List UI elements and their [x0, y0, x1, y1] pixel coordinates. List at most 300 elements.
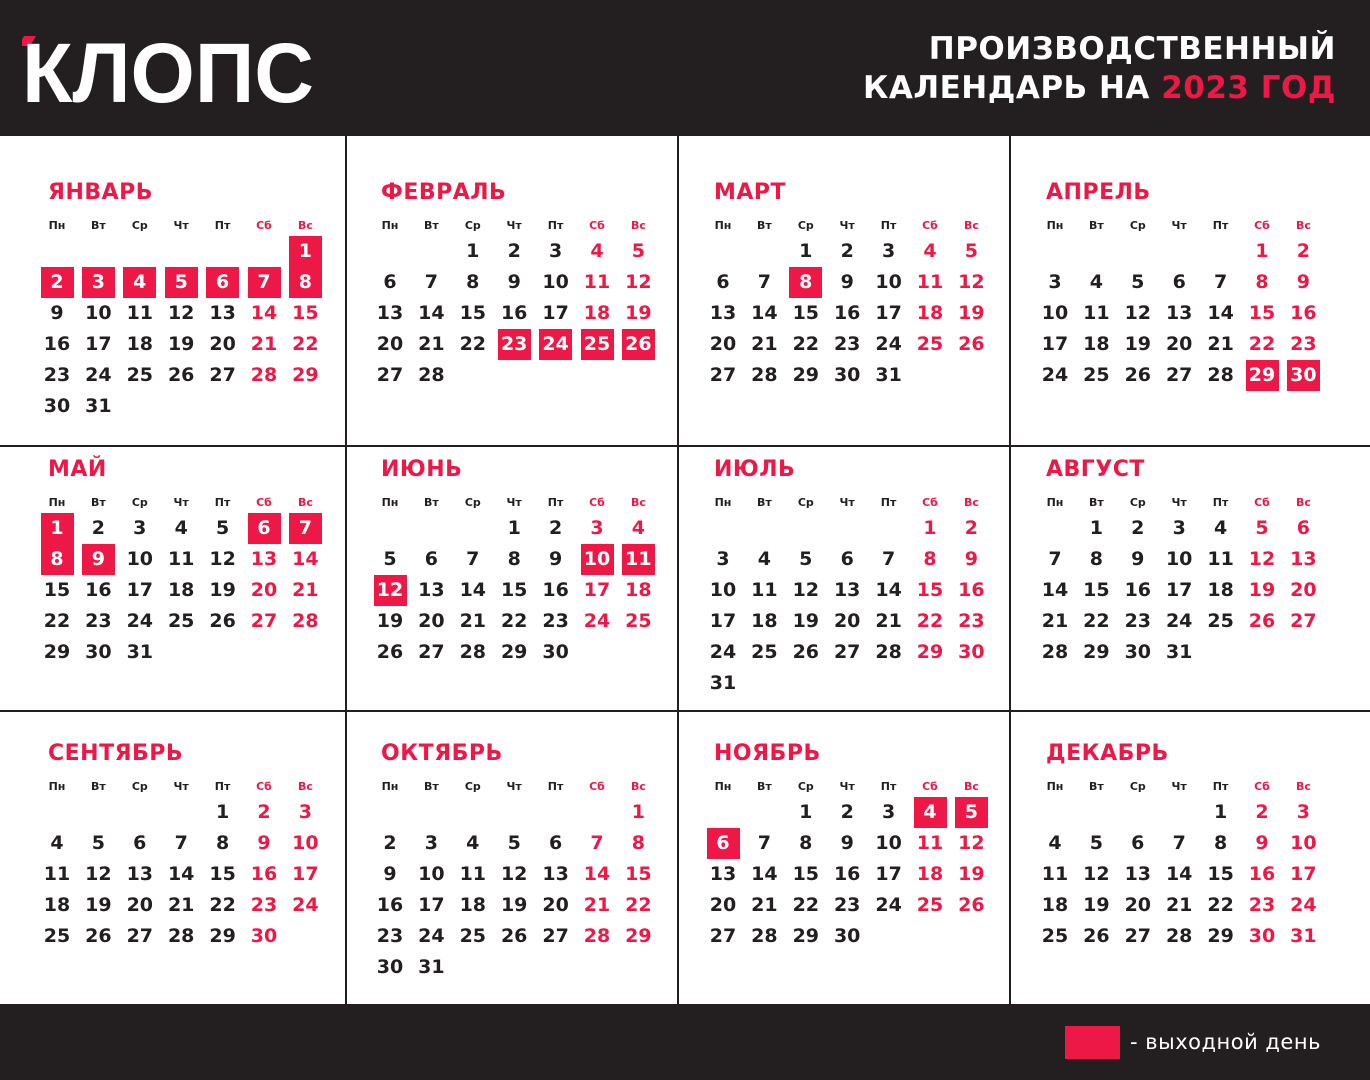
day-cell: 3 [881, 801, 896, 823]
day-cell: 9 [1255, 832, 1269, 854]
day-cell: 9 [257, 832, 271, 854]
weekday-header: Вс [1295, 219, 1311, 232]
weekday-header: Ср [1129, 496, 1146, 509]
day-cell: 30 [376, 956, 404, 978]
day-cell: 14 [250, 302, 278, 324]
day-cell: 8 [923, 548, 937, 570]
day-cell: 6 [716, 271, 730, 293]
day-cell: 10 [542, 271, 569, 293]
weekday-header: Вс [630, 219, 646, 232]
day-cell: 4 [466, 832, 480, 854]
weekday-header: Вт [1089, 496, 1104, 509]
weekday-header: Чт [1171, 496, 1187, 509]
day-cell: 4 [757, 548, 771, 570]
day-cell: 1 [1213, 801, 1228, 823]
day-cell: 22 [916, 610, 944, 632]
day-cell: 21 [459, 610, 487, 632]
day-cell: 2 [964, 517, 978, 539]
day-cell: 23 [833, 333, 861, 355]
day-cell: 8 [41, 544, 74, 575]
weekday-header: Чт [173, 496, 189, 509]
day-cell: 28 [1041, 641, 1069, 663]
day-cell: 11 [583, 271, 611, 293]
weekday-header: Сб [589, 219, 605, 232]
weekday-header: Пт [547, 219, 564, 232]
day-cell: 15 [916, 579, 944, 601]
day-cell: 11 [622, 544, 655, 575]
day-cell: 27 [1165, 364, 1193, 386]
day-cell: 24 [292, 894, 319, 916]
day-cell: 15 [792, 302, 820, 324]
day-cell: 24 [875, 333, 902, 355]
weekday-header: Сб [256, 496, 272, 509]
day-cell: 22 [500, 610, 528, 632]
day-cell: 18 [1083, 333, 1110, 355]
day-cell: 1 [1089, 517, 1103, 539]
day-cell: 20 [709, 333, 737, 355]
day-cell: 23 [958, 610, 985, 632]
day-cell: 2 [383, 832, 397, 854]
day-cell: 4 [914, 797, 947, 828]
day-cell: 11 [1041, 863, 1069, 885]
weekday-header: Пт [214, 496, 231, 509]
weekday-header: Пт [1212, 496, 1229, 509]
day-cell: 16 [833, 863, 861, 885]
day-cell: 21 [292, 579, 319, 601]
day-cell: 10 [418, 863, 445, 885]
weekday-header: Пн [714, 219, 732, 232]
weekday-header: Ср [797, 496, 814, 509]
day-cell: 18 [583, 302, 611, 324]
day-cell: 22 [459, 333, 487, 355]
day-cell: 2 [1296, 240, 1310, 262]
day-cell: 16 [500, 302, 528, 324]
day-cell: 15 [43, 579, 71, 601]
day-cell: 20 [418, 610, 445, 632]
day-cell: 26 [376, 641, 404, 663]
day-cell: 1 [41, 513, 74, 544]
day-cell: 8 [1089, 548, 1103, 570]
day-cell: 22 [792, 894, 820, 916]
day-cell: 7 [174, 832, 188, 854]
day-cell: 4 [590, 240, 604, 262]
day-cell: 23 [1124, 610, 1152, 632]
day-cell: 26 [958, 894, 985, 916]
day-cell: 8 [507, 548, 521, 570]
day-cell: 17 [1290, 863, 1317, 885]
day-cell: 30 [85, 641, 112, 663]
day-cell: 14 [751, 863, 778, 885]
day-cell: 23 [1248, 894, 1276, 916]
day-cell: 12 [85, 863, 112, 885]
day-cell: 6 [707, 828, 740, 859]
grid-divider-vertical [345, 136, 347, 1004]
weekday-header: Пн [381, 780, 399, 793]
day-cell: 18 [916, 302, 944, 324]
day-cell: 29 [209, 925, 236, 947]
day-cell: 28 [751, 364, 778, 386]
day-cell: 1 [799, 240, 813, 262]
weekday-header: Чт [506, 496, 522, 509]
day-cell: 10 [126, 548, 154, 570]
day-cell: 9 [840, 271, 854, 293]
weekday-header: Чт [1171, 780, 1187, 793]
day-cell: 13 [709, 302, 737, 324]
day-cell: 21 [1207, 333, 1234, 355]
day-cell: 4 [174, 517, 188, 539]
day-cell: 3 [548, 240, 563, 262]
day-cell: 4 [1213, 517, 1228, 539]
day-cell: 18 [43, 894, 71, 916]
weekday-header: Пн [48, 496, 66, 509]
day-cell: 13 [376, 302, 404, 324]
weekday-header: Сб [256, 780, 272, 793]
day-cell: 28 [459, 641, 487, 663]
month-name: АПРЕЛЬ [1046, 180, 1151, 205]
day-cell: 3 [1048, 271, 1062, 293]
day-cell: 13 [1165, 302, 1193, 324]
day-cell: 29 [625, 925, 652, 947]
weekday-header: Пт [214, 219, 231, 232]
weekday-header: Пн [1046, 219, 1064, 232]
weekday-header: Чт [506, 219, 522, 232]
weekday-header: Пн [714, 496, 732, 509]
weekday-header: Вт [424, 496, 439, 509]
day-cell: 30 [250, 925, 278, 947]
day-cell: 12 [167, 302, 195, 324]
day-cell: 14 [875, 579, 902, 601]
day-cell: 7 [1213, 271, 1228, 293]
weekday-header: Пт [547, 496, 564, 509]
title-line-2-prefix: КАЛЕНДАРЬ НА [863, 70, 1150, 106]
day-cell: 24 [709, 641, 737, 663]
weekday-header: Пн [381, 219, 399, 232]
day-cell: 31 [1165, 641, 1193, 663]
day-cell: 23 [1290, 333, 1317, 355]
day-cell: 10 [85, 302, 112, 324]
day-cell: 30 [542, 641, 569, 663]
month-name: АВГУСТ [1046, 457, 1145, 482]
day-cell: 18 [459, 894, 487, 916]
day-cell: 5 [1131, 271, 1145, 293]
day-cell: 11 [916, 832, 944, 854]
day-cell: 30 [833, 364, 861, 386]
day-cell: 16 [376, 894, 404, 916]
day-cell: 22 [209, 894, 236, 916]
day-cell: 18 [916, 863, 944, 885]
day-cell: 10 [1165, 548, 1193, 570]
day-cell: 19 [209, 579, 236, 601]
month-name: НОЯБРЬ [714, 741, 821, 766]
weekday-header: Вт [757, 780, 772, 793]
day-cell: 26 [958, 333, 985, 355]
day-cell: 9 [840, 832, 854, 854]
day-cell: 28 [751, 925, 778, 947]
day-cell: 27 [833, 641, 861, 663]
weekday-header: Вт [757, 219, 772, 232]
day-cell: 10 [875, 271, 902, 293]
weekday-header: Ср [464, 780, 481, 793]
day-cell: 6 [1131, 832, 1145, 854]
weekday-header: Ср [797, 219, 814, 232]
weekday-header: Ср [797, 780, 814, 793]
day-cell: 2 [548, 517, 563, 539]
weekday-header: Вт [91, 496, 106, 509]
day-cell: 10 [709, 579, 737, 601]
day-cell: 26 [209, 610, 236, 632]
day-cell: 12 [209, 548, 236, 570]
weekday-header: Сб [922, 496, 938, 509]
day-cell: 15 [625, 863, 652, 885]
day-cell: 30 [43, 395, 71, 417]
day-cell: 28 [167, 925, 195, 947]
day-cell: 21 [167, 894, 195, 916]
day-cell: 27 [376, 364, 404, 386]
day-cell: 25 [459, 925, 487, 947]
grid-divider-vertical [1009, 136, 1011, 1004]
day-cell: 19 [85, 894, 112, 916]
day-cell: 21 [875, 610, 902, 632]
day-cell: 29 [1083, 641, 1110, 663]
day-cell: 26 [792, 641, 820, 663]
day-cell: 6 [840, 548, 854, 570]
day-cell: 29 [43, 641, 71, 663]
day-cell: 24 [126, 610, 154, 632]
day-cell: 11 [916, 271, 944, 293]
day-cell: 13 [209, 302, 236, 324]
weekday-header: Ср [131, 219, 148, 232]
day-cell: 5 [631, 240, 645, 262]
day-cell: 18 [1041, 894, 1069, 916]
weekday-header: Вт [1089, 219, 1104, 232]
month-name: ИЮНЬ [381, 457, 463, 482]
day-cell: 27 [418, 641, 445, 663]
day-cell: 12 [958, 832, 985, 854]
day-cell: 24 [583, 610, 611, 632]
day-cell: 19 [500, 894, 528, 916]
day-cell: 20 [1290, 579, 1317, 601]
day-cell: 20 [542, 894, 569, 916]
day-cell: 31 [126, 641, 154, 663]
day-cell: 15 [1207, 863, 1234, 885]
weekday-header: Чт [839, 780, 855, 793]
day-cell: 16 [1248, 863, 1276, 885]
day-cell: 2 [507, 240, 521, 262]
day-cell: 11 [1083, 302, 1110, 324]
day-cell: 17 [709, 610, 737, 632]
weekday-header: Пн [1046, 496, 1064, 509]
day-cell: 23 [376, 925, 404, 947]
day-cell: 19 [792, 610, 820, 632]
header [0, 0, 1370, 136]
day-cell: 22 [43, 610, 71, 632]
day-cell: 13 [126, 863, 154, 885]
day-cell: 28 [1165, 925, 1193, 947]
weekday-header: Ср [464, 219, 481, 232]
day-cell: 3 [298, 801, 312, 823]
klops-logo [22, 30, 322, 110]
day-cell: 8 [789, 267, 822, 298]
weekday-header: Пт [880, 496, 897, 509]
day-cell: 13 [1290, 548, 1317, 570]
weekday-header: Ср [131, 496, 148, 509]
day-cell: 29 [792, 364, 820, 386]
day-cell: 2 [840, 240, 854, 262]
day-cell: 4 [1048, 832, 1062, 854]
day-cell: 7 [757, 832, 771, 854]
day-cell: 5 [799, 548, 813, 570]
day-cell: 6 [383, 271, 397, 293]
grid-divider-horizontal [0, 445, 1370, 447]
day-cell: 9 [383, 863, 397, 885]
day-cell: 27 [709, 925, 737, 947]
day-cell: 12 [500, 863, 528, 885]
day-cell: 29 [916, 641, 944, 663]
day-cell: 19 [167, 333, 195, 355]
day-cell: 2 [41, 267, 74, 298]
day-cell: 25 [581, 329, 614, 360]
day-cell: 18 [751, 610, 778, 632]
day-cell: 14 [751, 302, 778, 324]
day-cell: 2 [91, 517, 105, 539]
month-name: ИЮЛЬ [714, 457, 796, 482]
day-cell: 20 [1165, 333, 1193, 355]
day-cell: 28 [418, 364, 445, 386]
day-cell: 26 [500, 925, 528, 947]
day-cell: 7 [424, 271, 438, 293]
month-name: СЕНТЯБРЬ [48, 741, 184, 766]
weekday-header: Пт [547, 780, 564, 793]
title-line-1: ПРОИЗВОДСТВЕННЫЙ [928, 31, 1336, 67]
day-cell: 23 [43, 364, 71, 386]
day-cell: 1 [631, 801, 645, 823]
day-cell: 1 [466, 240, 480, 262]
day-cell: 29 [1246, 360, 1279, 391]
day-cell: 20 [833, 610, 861, 632]
day-cell: 25 [126, 364, 154, 386]
day-cell: 16 [833, 302, 861, 324]
day-cell: 16 [958, 579, 985, 601]
day-cell: 12 [1248, 548, 1276, 570]
day-cell: 25 [916, 894, 944, 916]
day-cell: 17 [875, 302, 902, 324]
day-cell: 26 [622, 329, 655, 360]
weekday-header: Вс [630, 780, 646, 793]
day-cell: 15 [1083, 579, 1110, 601]
day-cell: 24 [875, 894, 902, 916]
day-cell: 14 [167, 863, 195, 885]
day-cell: 28 [1207, 364, 1234, 386]
day-cell: 5 [964, 240, 978, 262]
day-cell: 1 [215, 801, 230, 823]
day-cell: 22 [292, 333, 319, 355]
day-cell: 11 [751, 579, 778, 601]
day-cell: 6 [548, 832, 563, 854]
day-cell: 27 [1124, 925, 1152, 947]
weekday-header: Вс [630, 496, 646, 509]
day-cell: 5 [383, 548, 397, 570]
day-cell: 1 [1255, 240, 1269, 262]
day-cell: 8 [631, 832, 645, 854]
day-cell: 27 [1290, 610, 1317, 632]
day-cell: 26 [1124, 364, 1152, 386]
day-cell: 6 [248, 513, 281, 544]
day-cell: 24 [1041, 364, 1069, 386]
day-cell: 21 [1041, 610, 1069, 632]
day-cell: 5 [507, 832, 521, 854]
day-cell: 4 [1089, 271, 1103, 293]
day-cell: 25 [1041, 925, 1069, 947]
day-cell: 14 [1041, 579, 1069, 601]
weekday-header: Вс [297, 780, 313, 793]
weekday-header: Пт [880, 780, 897, 793]
day-cell: 7 [1048, 548, 1062, 570]
day-cell: 14 [1165, 863, 1193, 885]
day-cell: 29 [292, 364, 319, 386]
day-cell: 1 [923, 517, 937, 539]
grid-divider-horizontal [0, 710, 1370, 712]
day-cell: 31 [85, 395, 112, 417]
footer [0, 1004, 1370, 1080]
day-cell: 30 [1124, 641, 1152, 663]
weekday-header: Сб [589, 780, 605, 793]
day-cell: 16 [1124, 579, 1152, 601]
day-cell: 20 [250, 579, 278, 601]
weekday-header: Вт [1089, 780, 1104, 793]
day-cell: 21 [1165, 894, 1193, 916]
day-cell: 19 [1248, 579, 1276, 601]
day-cell: 14 [1207, 302, 1234, 324]
page-title [863, 30, 1336, 108]
day-cell: 26 [167, 364, 195, 386]
day-cell: 25 [43, 925, 71, 947]
day-cell: 8 [466, 271, 480, 293]
day-cell: 7 [248, 267, 281, 298]
weekday-header: Сб [922, 780, 938, 793]
weekday-header: Вс [297, 496, 313, 509]
day-cell: 15 [292, 302, 319, 324]
day-cell: 5 [955, 797, 988, 828]
day-cell: 8 [1255, 271, 1269, 293]
day-cell: 11 [167, 548, 195, 570]
day-cell: 14 [583, 863, 611, 885]
day-cell: 25 [625, 610, 652, 632]
title-line-2 [863, 69, 1336, 108]
day-cell: 20 [1124, 894, 1152, 916]
day-cell: 11 [43, 863, 71, 885]
day-cell: 3 [82, 267, 115, 298]
day-cell: 4 [123, 267, 156, 298]
day-cell: 27 [209, 364, 236, 386]
day-cell: 17 [875, 863, 902, 885]
weekday-header: Ср [131, 780, 148, 793]
day-cell: 30 [1287, 360, 1320, 391]
weekday-header: Пт [1212, 219, 1229, 232]
weekday-header: Пн [714, 780, 732, 793]
title-year: 2023 ГОД [1161, 70, 1336, 106]
day-cell: 7 [289, 513, 322, 544]
day-cell: 3 [1296, 801, 1310, 823]
day-cell: 12 [625, 271, 652, 293]
day-cell: 6 [133, 832, 147, 854]
day-cell: 31 [875, 364, 902, 386]
weekday-header: Сб [1254, 219, 1270, 232]
day-cell: 19 [958, 863, 985, 885]
month-name: ДЕКАБРЬ [1046, 741, 1169, 766]
legend-swatch [1065, 1026, 1120, 1059]
day-cell: 8 [215, 832, 230, 854]
day-cell: 7 [466, 548, 480, 570]
